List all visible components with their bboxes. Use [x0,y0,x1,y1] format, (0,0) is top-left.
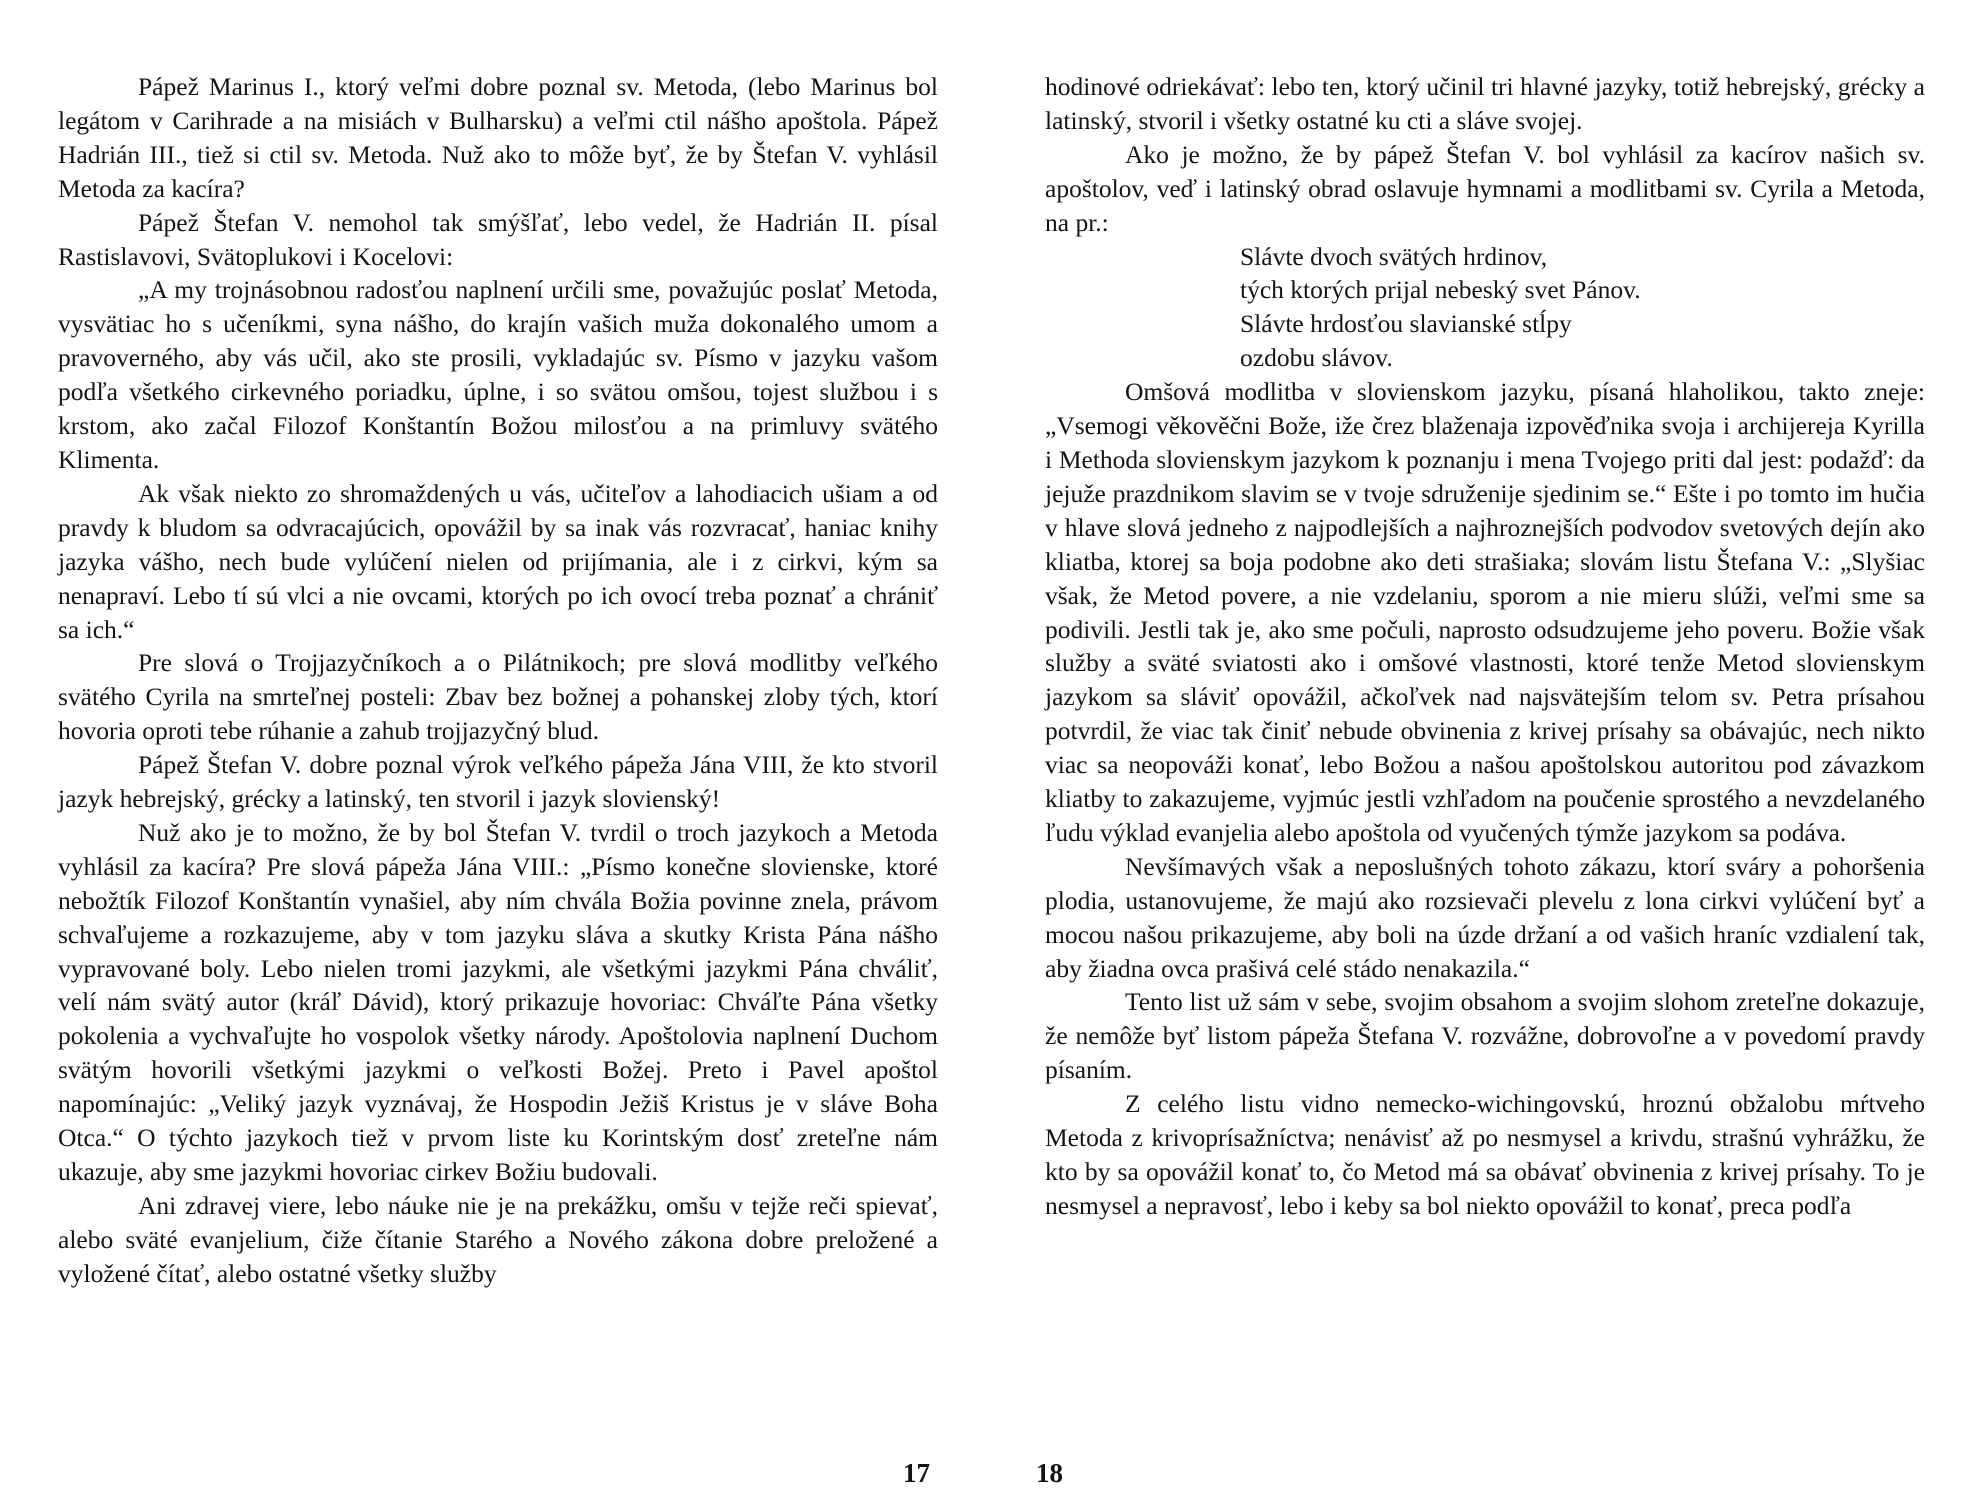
left-paragraph-5: Pre slová o Trojjazyčníkoch a o Pilátnikoch; pre slová modlitby veľkého svätého Cyrila na smrteľnej posteli: Zbav bez božnej a pohanskej zloby tých, ktorí hovoria oproti tebe rúhanie a zahub trojjazyčný blud. [58,648,938,746]
hymn-verse [1045,240,1925,376]
right-paragraph-1: Omšová modlitba v slovienskom jazyku, písaná hlaholikou, takto zneje: „Vsemogi věkověčni Bože, iže črez blaženaja izpověďnika svoja i archijereja Kyrilla i Methoda slovienskym jazykom k poznanju i mena Tvojego priti dal jest: podažď: da jejuže prazdnikom slavim se v tvoje sdruženije sjedinim se.“ Ešte i po tomto im hučia v hlave slová jedneho z najpodlejších a najhroznejších podvodov svetových dejín ako kliatba, ktorej sa boja podobne ako deti strašiaka; slovám listu Štefana V.: „Slyšiac však, že Metod povere, a nie vzdelaniu, sporom a nie mieru slúži, veľmi sme sa podivili. Jestli tak je, ako sme počuli, naprosto odsudzujeme jeho poveru. Božie však služby a sväté sviatosti ako i omšové vlastnosti, ktoré tenže Metod slovienskym jazykom sa sláviť opovážil, ačkoľvek nad najsvätejším telom sv. Petra prísahou potvrdil, že viac tak činiť nebude obvinenia z krivej prísahy sa obávajúc, nech nikto viac sa neopováži konať, lebo Božou a našou apoštolskou autoritou pod závazkom kliatby to zakazujeme, vyjmúc jestli vzhľadom na poučenie sprostého a nevzdelaného ľudu výklad evanjelia alebo apoštola od vyučených týmže jazykom sa podáva. [1045,377,1925,847]
right-paragraph-hymn-intro: Ako je možno, že by pápež Štefan V. bol vyhlásil za kacírov našich sv. apoštolov, veď i latinský obrad oslavuje hymnami a modlitbami sv. Cyrila a Metoda, na pr.: [1045,139,1925,237]
verse-line: Slávte hrdosťou slavianské stĺpy [1240,309,1572,339]
verse-line: Slávte dvoch svätých hrdinov, [1240,241,1548,271]
right-paragraph-4: Z celého listu vidno nemecko-wichingovskú, hroznú obžalobu mŕtveho Metoda z krivoprísažníctva; nenávisť až po nesmysel a krivdu, strašnú vyhrážku, že kto by sa opovážil konať to, čo Metod má sa obávať obvinenia z krivej prísahy. To je nesmysel a nepravosť, lebo i keby sa bol niekto opovážil to konať, preca podľa [1045,1089,1925,1220]
verse-line: tých ktorých prijal nebeský svet Pánov. [1240,275,1641,305]
left-page [58,70,938,1291]
left-paragraph-6: Pápež Štefan V. dobre poznal výrok veľkého pápeža Jána VIII, že kto stvoril jazyk hebrejský, grécky a latinský, ten stvoril i jazyk slovienský! [58,750,938,814]
left-paragraph-1: Pápež Marinus I., ktorý veľmi dobre poznal sv. Metoda, (lebo Marinus bol legátom v Carihrade a na misiách v Bulharsku) a veľmi ctil nášho apoštola. Pápež Hadrián III., tiež si ctil sv. Metoda. Nuž ako to môže byť, že by Štefan V. vyhlásil Metoda za kacíra? [58,72,938,203]
right-page-number: 18 [1036,1458,1063,1488]
left-paragraph-7: Nuž ako je to možno, že by bol Štefan V. tvrdil o troch jazykoch a Metoda vyhlásil za kacíra? Pre slová pápeža Jána VIII.: „Písmo konečne slovienske, ktoré nebožtík Filozof Konštantín vynašiel, aby ním chvála Božia povinne znela, právom schvaľujeme a rozkazujeme, aby v tom jazyku sláva a skutky Krista Pána nášho vypravované boly. Lebo nielen tromi jazykmi, ale všetkými jazykmi Pána chváliť, velí nám svätý autor (kráľ Dávid), ktorý prikazuje hovoriac: Chváľte Pána všetky pokolenia a vychvaľujte ho vospolok všetky národy. Apoštolovia naplnení Duchom svätým hovorili všetkými jazykmi o veľkosti Božej. Preto i Pavel apoštol napomínajúc: „Veliký jazyk vyznávaj, že Hospodin Ježiš Kristus je v sláve Boha Otca.“ O týchto jazykoch tiež v prvom liste ku Korintským dosť zreteľne nám ukazuje, aby sme jazykmi hovoriac cirkev Božiu budovali. [58,817,938,1186]
left-page-number: 17 [903,1458,930,1488]
left-paragraph-2: Pápež Štefan V. nemohol tak smýšľať, lebo vedel, že Hadrián II. písal Rastislavovi, Svätoplukovi i Kocelovi: [58,207,938,271]
right-paragraph-2: Nevšímavých však a neposlušných tohoto zákazu, ktorí sváry a pohoršenia plodia, ustanovujeme, že majú ako rozsievači plevelu z lona cirkvi vylúčení byť a mocou našou prikazujeme, aby boli na úzde držaní a od vašich hraníc vzdialení tak, aby žiadna ovca prašivá celé stádo nenakazila.“ [1045,851,1925,983]
right-intro: hodinové odriekávať: lebo ten, ktorý učinil tri hlavné jazyky, totiž hebrejský, grécky a latinský, stvoril i všetky ostatné ku cti a sláve svojej. [1045,72,1925,135]
right-page [1045,70,1925,1223]
right-paragraph-3: Tento list už sám v sebe, svojim obsahom a svojim slohom zreteľne dokazuje, že nemôže byť listom pápeža Štefana V. rozvážne, dobrovoľne a v povedomí pravdy písaním. [1045,987,1925,1085]
left-paragraph-4: Ak však niekto zo shromaždených u vás, učiteľov a lahodiacich ušiam a od pravdy k bludom sa odvracajúcich, opovážil by sa inak vás rozvracať, haniac knihy jazyka vášho, nech bude vylúčení nielen od prijímania, ale i z cirkvi, kým sa nenapraví. Lebo tí sú vlci a nie ovcami, ktorých po ich ovocí treba poznať a chrániť sa ich.“ [58,478,938,644]
verse-line: ozdobu slávov. [1240,343,1393,373]
left-paragraph-8: Ani zdravej viere, lebo náuke nie je na prekážku, omšu v tejže reči spievať, alebo sväté evanjelium, čiže čítanie Starého a Nového zákona dobre preložené a vyložené čítať, alebo ostatné všetky služby [58,1190,938,1288]
left-paragraph-3: „A my trojnásobnou radosťou naplnení určili sme, považujúc poslať Metoda, vysvätiac ho s učeníkmi, syna nášho, do krajín vašich muža dokonalého umom a pravoverného, aby vás učil, ako ste prosili, vykladajúc sv. Písmo v jazyku vašom podľa všetkého cirkevného poriadku, úplne, i so svätou omšou, tojest službou i s krstom, ako začal Filozof Konštantín Božou milosťou a na primluvy svätého Klimenta. [58,275,938,474]
